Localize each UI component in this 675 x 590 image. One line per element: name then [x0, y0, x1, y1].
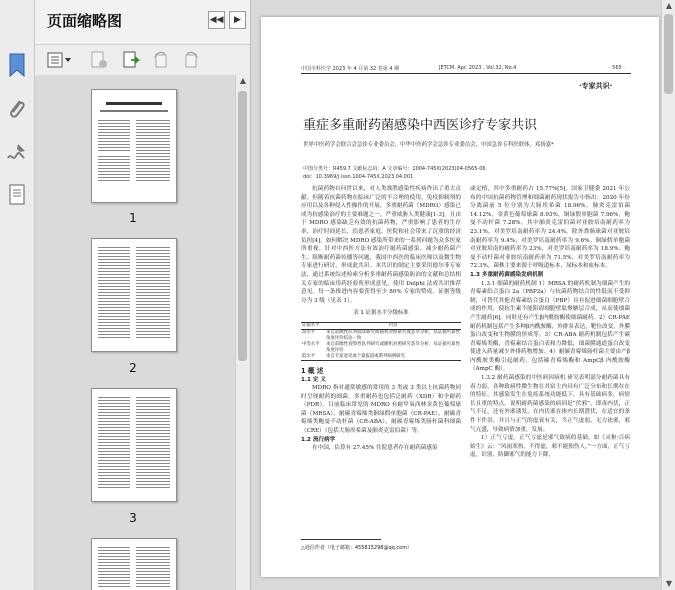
options-menu-icon[interactable]	[47, 50, 73, 70]
left-column	[301, 185, 461, 453]
thumbnail-scrollbar[interactable]	[235, 75, 250, 590]
running-header-journal-en: JETCM. Apr. 2023 , Vol.32, No.4	[439, 65, 517, 71]
collapse-panel-button[interactable]: ◀◀	[208, 11, 225, 29]
table-header-cell: 内容	[388, 322, 398, 328]
page-thumbnail-1[interactable]	[91, 89, 177, 203]
document-scroll-thumb[interactable]	[664, 14, 673, 94]
rotate-left-icon[interactable]	[151, 50, 171, 70]
body-paragraph: 1.3.1 细菌的耐药机制 1）MRSA 的耐药机制为细菌产生的青霉素结合蛋白 2a（PBP2a）与抗菌药物结合的性低而不受抑制，可替代其他青霉素结合蛋白（PBP）具有促进细菌细胞壁合成的作用，使抗生素不能阻碍细胞壁肽聚糖层合成，从而使细菌产生耐药[6]。同时还有产生β内酰胺酶使细菌耐药。2）CR-PAE 耐药机制包括产生多种β内酰胺酶，外排泵表达，靶位改变，外膜蛋白改变和生物膜的形成等。3）CR-ABA 耐药机制包括产生碳青霉烯类酶，青霉素结合蛋白表和力降低，细菌膜通道蛋白改变使进入药量减少外排药物增加。4）耐碳青霉烯肠杆菌主要由产β内酰胺类酶引起耐药，包括碳青霉烯酶和 AmpCβ 内酰胺酶（AmpC 酶）。	[470, 280, 630, 373]
section-heading: 1 概 述	[301, 366, 324, 375]
table-cell: 来自专家意见或个案报道或系列病例研究	[326, 353, 406, 359]
thumbnail-page-number: 1	[129, 211, 137, 225]
scroll-up-arrow-icon[interactable]: ▲	[239, 76, 247, 85]
subsection-heading: 1.1 定 义	[301, 376, 326, 383]
thumbnail-page-number: 3	[129, 511, 137, 525]
scroll-up-arrow-icon[interactable]: ▲	[665, 1, 673, 10]
table-cell: 来自前瞻性队列临床研究或随机对照研究或荟萃分析，从证据可靠性角度评价结论一致	[326, 329, 460, 341]
table-cell: 来自前瞻性观察性队列研究或随机对照研究荟萃分析，从证据可靠性角度评价	[326, 341, 460, 353]
page-thumbnail-2[interactable]	[91, 238, 177, 352]
header-rule	[301, 73, 631, 74]
thumbnail-scroll-thumb[interactable]	[238, 91, 247, 361]
footnote: △通信作者（电子邮箱：455815298@qq.com）	[301, 545, 413, 551]
classification-line: 中图分类号：R459.7 文献标志码：A 文章编号：1004-745X(2023)04-0565-06	[303, 166, 486, 172]
table-cell: 高水平	[302, 329, 316, 335]
footnote-rule	[301, 539, 381, 540]
pdf-page	[261, 17, 659, 577]
extract-page-icon[interactable]	[121, 50, 141, 70]
thumbnail-list	[35, 75, 235, 590]
page-thumbnails-panel	[35, 0, 251, 590]
next-arrow-button[interactable]: ▶	[229, 11, 246, 29]
table-cell: 低水平	[302, 353, 316, 359]
panel-title: 页面缩略图	[47, 12, 123, 30]
paper-title: 重症多重耐药菌感染中西医诊疗专家共识	[303, 118, 538, 133]
running-header-journal: 中国全科医学 2023 年 4 月第 32 卷第 4 期	[301, 66, 400, 72]
document-scrollbar[interactable]	[661, 0, 675, 590]
table-caption: 表 1 证据水平分级标准	[353, 310, 409, 317]
body-paragraph: 1）正气亏虚。正气亏虚是邪气致病的基础。如《灵枢·百病始生》云：“风雨寒热，不得虚，邪不能独伤人。”一方面，正气亏虚，识别、防御邪气的能力下降，	[470, 435, 630, 459]
pages-icon[interactable]	[6, 182, 28, 208]
bookmark-icon[interactable]	[6, 52, 28, 78]
table-cell: 中等水平	[302, 341, 320, 347]
document-view	[251, 0, 661, 590]
attachment-icon[interactable]	[6, 96, 28, 122]
thumbnail-page-number: 2	[129, 361, 137, 375]
running-header-page: · 565 ·	[609, 65, 625, 71]
authors: 世界中医药学会联合会急诊专业委员会，中华中医药学会急诊专业委员会，中国急诊专科医联体，邓扬嘉*	[303, 142, 554, 148]
navigation-sidebar	[0, 0, 35, 590]
thumbnail-toolbar	[35, 44, 250, 76]
signature-icon[interactable]	[6, 140, 28, 166]
rotate-right-icon[interactable]	[181, 50, 201, 70]
intro-paragraph: 抗菌药物自问世以来，对人类战胜感染性疾病作出了重大贡献。但随着抗菌药物在临床广泛的不合理的使用，免疫抑制剂的应用以及各种侵入性操作的开展，多重耐药菌（MDRO）感染已成为抗感染治疗的主要难题之一，严重威胁人类健康[1-3]。且由于 MDRO 感染缺乏有效的抗菌药物，严重影响了患者的生存率，治疗时间延长，给患者家庭、医院和社会带来了沉重的经济负担[4]。如何解决 MDRO 感染所带来的一系列问题为众多医家所重视。针对中西医方法有效治疗耐药菌感染、减少耐药菌产生、阻断耐药菌传播等问题，我国中西医的临床医师以及微生物专家进行研讨，形成此共识。本共识的制定主要采用德尔菲专家法，通过系统综述检索分析多重耐药菌感染防治的文献和总结相关专家的临床用药经验所形成意见，使用 Delphi 法成共识推荐意见。每一条推进内容要获得至少 80% 专家的赞成。证据等级分为 3 级（见表 1）。	[301, 186, 461, 304]
delete-page-icon[interactable]	[89, 50, 109, 70]
body-paragraph: 或定植，其中多重耐药占 15.77%[5]。国家卫健委 2021 年公布的中国抗菌药物管理和细菌耐药现状报告中指出：2020 年份分离菌前 5 位分别为大肠埃希菌 18.96%，肺炎克雷伯菌 14.12%，金黄色葡萄球菌 8.93%，铜绿假单胞菌 7.96%，鲍曼不动杆菌 7.28%。其中肺炎克雷伯菌对亚胺培南耐药率为 23.1%，对美罗培南耐药率为 24.4%。除外粪肠球菌对亚胺培南耐药率为 9.4%，对美罗培南耐药率为 9.6%。铜绿假单胞菌对亚胺培南的耐药率为 23%，对美罗培南耐药率为 18.9%。鲍曼不动杆菌对亚胺培南耐药率为 71.5%，对美罗培南耐药率为 72.3%。菌株主要来源于呼吸道标本，尿标本和血标本。	[470, 186, 630, 270]
body-paragraph: 在中国，估算有 27.45% 住院患者存在耐药菌感染	[312, 445, 438, 452]
body-paragraph: 1.3.2 耐药菌感染的中医病因病机 研究表明部分耐药菌具有毒力弱，各种致病性微生物在其宿主内具有广泛分布和长期存在的特征，其感染发生在免疫系统功能低下，具有基础病多，病情长且重的特点。说明耐药菌感染的病因是“伏邪”，即毒内伏，正气不足，还有外邪诱发，在内伏邪在体内长期潜伏，在适宜的条件下作祟，并且与正气的虚衰有关，当正气虚弱，无力祛邪，邪气亢盛，导致病情加重，发展。	[470, 375, 630, 433]
scroll-down-arrow-icon[interactable]: ▼	[665, 579, 673, 588]
right-column	[470, 185, 630, 460]
page-thumbnail-3[interactable]	[91, 388, 177, 502]
section-tag: ·专家共识·	[579, 82, 613, 90]
page-thumbnail-4[interactable]	[91, 538, 177, 590]
evidence-level-table	[301, 322, 461, 361]
subsection-heading: 1.3 多重耐药菌感染发病机制	[470, 271, 544, 278]
subsection-heading: 1.2 流行病学	[301, 436, 336, 443]
table-header-cell: 证据水平	[302, 322, 320, 328]
body-paragraph: MDRO 指对通常敏感的常用的 3 类或 3 类以上抗菌药物同时呈现耐药的细菌。多重耐药也包括泛耐药（XDR）和全耐药（PDR）。目前临床常见的 MDRO 有耐甲氧西林金黄色葡萄球菌（MRSA）、耐碳青霉烯类铜绿假单胞菌（CR-PAE）、耐碳青霉烯类鲍曼不动杆菌（CR-ABA）、耐碳青霉烯类肠杆菌科细菌（CRE）（包括大肠埃希菌及肺炎克雷伯菌）等。	[301, 385, 461, 435]
doi-line: doi：10.3969/j.issn.1004-745X.2023.04.001	[303, 174, 414, 180]
